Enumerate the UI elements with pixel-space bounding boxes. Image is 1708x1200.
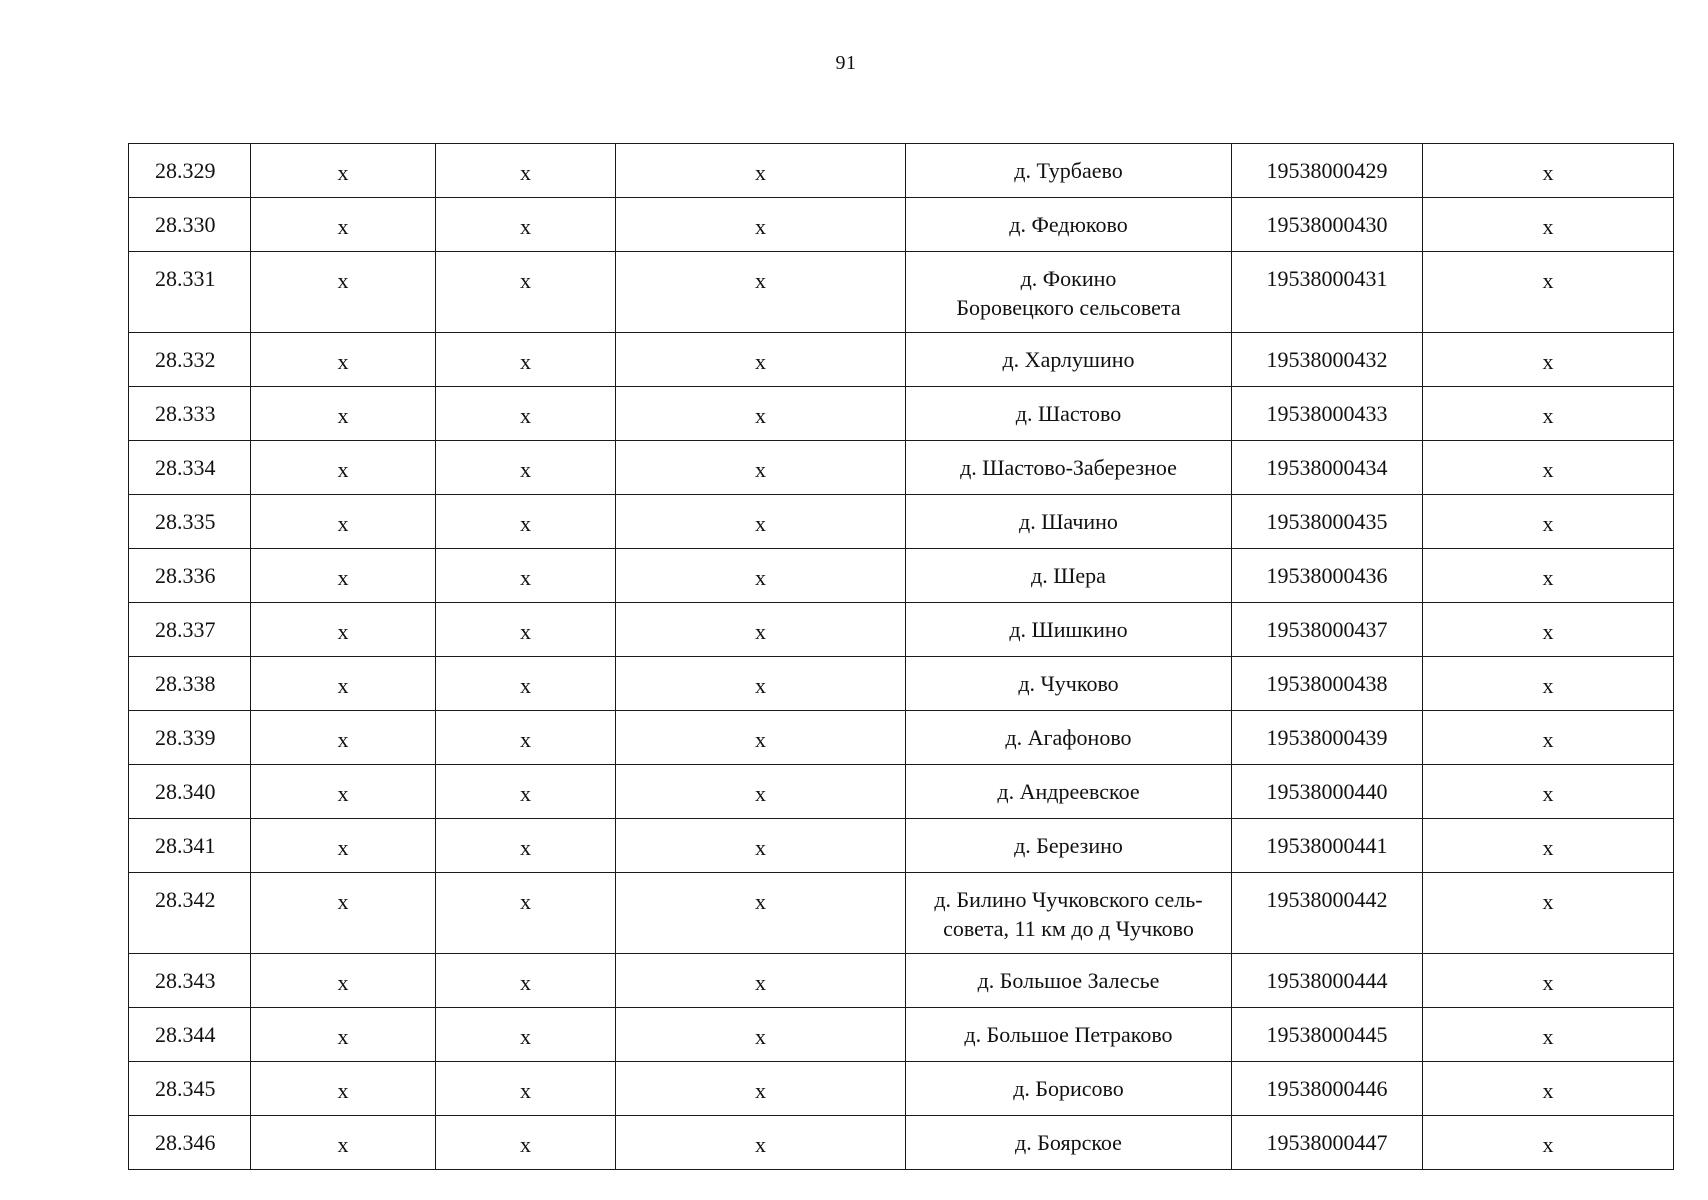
settlement-name-cell [906, 711, 1232, 765]
x-cell: х [616, 495, 906, 549]
row-number-cell: 28.330 [129, 198, 251, 252]
x-cell: х [1423, 603, 1674, 657]
x-cell: х [1423, 1008, 1674, 1062]
x-cell: х [616, 873, 906, 954]
x-cell: х [616, 1116, 906, 1170]
row-number-cell: 28.336 [129, 549, 251, 603]
settlement-name-cell [906, 387, 1232, 441]
table-row [129, 441, 1674, 495]
oktmo-code-cell: 19538000433 [1232, 387, 1423, 441]
settlement-name-line: д. Большое Залесье [977, 968, 1160, 993]
row-number-cell: 28.345 [129, 1062, 251, 1116]
x-cell: х [616, 387, 906, 441]
settlement-name-line: д. Билино Чучковского сель- [934, 887, 1203, 912]
settlement-name-line: д. Федюково [1009, 212, 1128, 237]
oktmo-code-cell: 19538000447 [1232, 1116, 1423, 1170]
x-cell: х [436, 1116, 616, 1170]
settlement-name-cell [906, 333, 1232, 387]
settlement-name-line: д. Шастово [1015, 401, 1122, 426]
x-cell: х [1423, 1116, 1674, 1170]
row-number-cell: 28.335 [129, 495, 251, 549]
settlement-name-line: д. Фокино [1020, 266, 1117, 291]
settlement-name-line: д. Харлушино [1002, 347, 1135, 372]
x-cell: х [616, 765, 906, 819]
settlement-name-line: д. Шачино [1019, 509, 1118, 534]
x-cell: х [436, 387, 616, 441]
x-cell: х [616, 657, 906, 711]
x-cell: х [616, 954, 906, 1008]
x-cell: х [251, 495, 436, 549]
x-cell: х [251, 387, 436, 441]
row-number-cell: 28.343 [129, 954, 251, 1008]
table-row [129, 954, 1674, 1008]
table-row [129, 1062, 1674, 1116]
settlement-name-cell [906, 549, 1232, 603]
x-cell: х [616, 549, 906, 603]
x-cell: х [251, 954, 436, 1008]
x-cell: х [1423, 765, 1674, 819]
settlement-name-line: д. Шастово-Заберезное [960, 455, 1177, 480]
settlement-name-line: д. Большое Петраково [964, 1022, 1173, 1047]
settlement-name-cell [906, 954, 1232, 1008]
row-number-cell: 28.342 [129, 873, 251, 954]
x-cell: х [251, 819, 436, 873]
settlement-name-cell [906, 1008, 1232, 1062]
oktmo-code-cell: 19538000432 [1232, 333, 1423, 387]
x-cell: х [1423, 144, 1674, 198]
settlement-name-cell [906, 657, 1232, 711]
row-number-cell: 28.331 [129, 252, 251, 333]
oktmo-code-cell: 19538000439 [1232, 711, 1423, 765]
row-number-cell: 28.340 [129, 765, 251, 819]
settlement-name-cell [906, 144, 1232, 198]
oktmo-code-cell: 19538000431 [1232, 252, 1423, 333]
x-cell: х [616, 819, 906, 873]
x-cell: х [251, 603, 436, 657]
row-number-cell: 28.344 [129, 1008, 251, 1062]
settlement-name-line-2: совета, 11 км до д Чучково [943, 916, 1194, 941]
x-cell: х [436, 711, 616, 765]
table-row [129, 711, 1674, 765]
settlement-name-line: д. Турбаево [1014, 158, 1123, 183]
x-cell: х [616, 1008, 906, 1062]
x-cell: х [1423, 1062, 1674, 1116]
settlement-name-line: д. Агафоново [1005, 725, 1132, 750]
table-row [129, 495, 1674, 549]
page-number [0, 52, 1708, 75]
table-row [129, 333, 1674, 387]
x-cell: х [251, 873, 436, 954]
page-number-text: 91 [835, 52, 857, 74]
oktmo-code-cell: 19538000438 [1232, 657, 1423, 711]
x-cell: х [1423, 549, 1674, 603]
x-cell: х [436, 819, 616, 873]
x-cell: х [436, 252, 616, 333]
x-cell: х [616, 603, 906, 657]
x-cell: х [436, 1062, 616, 1116]
settlement-name-cell [906, 765, 1232, 819]
row-number-cell: 28.338 [129, 657, 251, 711]
settlement-name-line: д. Шишкино [1009, 617, 1128, 642]
oktmo-code-cell: 19538000445 [1232, 1008, 1423, 1062]
x-cell: х [436, 144, 616, 198]
x-cell: х [616, 1062, 906, 1116]
oktmo-code-cell: 19538000435 [1232, 495, 1423, 549]
x-cell: х [1423, 333, 1674, 387]
row-number-cell: 28.341 [129, 819, 251, 873]
oktmo-code-cell: 19538000430 [1232, 198, 1423, 252]
settlement-name-cell [906, 441, 1232, 495]
x-cell: х [616, 198, 906, 252]
oktmo-code-cell: 19538000434 [1232, 441, 1423, 495]
settlement-name-cell [906, 252, 1232, 333]
x-cell: х [616, 711, 906, 765]
x-cell: х [436, 657, 616, 711]
table-row [129, 549, 1674, 603]
oktmo-code-cell: 19538000436 [1232, 549, 1423, 603]
x-cell: х [251, 711, 436, 765]
x-cell: х [1423, 873, 1674, 954]
oktmo-code-cell: 19538000446 [1232, 1062, 1423, 1116]
settlements-table [128, 143, 1674, 1170]
x-cell: х [251, 765, 436, 819]
x-cell: х [251, 549, 436, 603]
settlement-name-line: д. Боярское [1015, 1130, 1122, 1155]
x-cell: х [616, 252, 906, 333]
settlement-name-cell [906, 198, 1232, 252]
table-body [129, 144, 1674, 1170]
row-number-cell: 28.337 [129, 603, 251, 657]
x-cell: х [251, 657, 436, 711]
row-number-cell: 28.329 [129, 144, 251, 198]
table-row [129, 819, 1674, 873]
x-cell: х [1423, 495, 1674, 549]
x-cell: х [1423, 657, 1674, 711]
x-cell: х [436, 333, 616, 387]
table-row [129, 603, 1674, 657]
x-cell: х [251, 144, 436, 198]
x-cell: х [436, 603, 616, 657]
x-cell: х [436, 1008, 616, 1062]
x-cell: х [251, 441, 436, 495]
x-cell: х [436, 954, 616, 1008]
settlement-name-line: д. Андреевское [997, 779, 1140, 804]
settlement-name-line: д. Шера [1031, 563, 1106, 588]
settlement-name-line: д. Чучково [1018, 671, 1119, 696]
x-cell: х [436, 873, 616, 954]
row-number-cell: 28.346 [129, 1116, 251, 1170]
x-cell: х [436, 198, 616, 252]
table-row [129, 198, 1674, 252]
x-cell: х [251, 1008, 436, 1062]
table-row [129, 1116, 1674, 1170]
x-cell: х [251, 1062, 436, 1116]
x-cell: х [1423, 819, 1674, 873]
x-cell: х [1423, 711, 1674, 765]
settlement-name-line: д. Борисово [1013, 1076, 1124, 1101]
settlement-name-cell [906, 495, 1232, 549]
row-number-cell: 28.333 [129, 387, 251, 441]
table-row [129, 873, 1674, 954]
table-row [129, 1008, 1674, 1062]
table-row [129, 252, 1674, 333]
x-cell: х [1423, 387, 1674, 441]
x-cell: х [616, 441, 906, 495]
x-cell: х [1423, 441, 1674, 495]
x-cell: х [251, 198, 436, 252]
x-cell: х [1423, 198, 1674, 252]
oktmo-code-cell: 19538000440 [1232, 765, 1423, 819]
table-row [129, 765, 1674, 819]
settlement-name-cell [906, 1062, 1232, 1116]
x-cell: х [1423, 252, 1674, 333]
x-cell: х [436, 549, 616, 603]
settlement-name-line-2: Боровецкого сельсовета [956, 295, 1181, 320]
settlement-name-line: д. Березино [1014, 833, 1123, 858]
oktmo-code-cell: 19538000442 [1232, 873, 1423, 954]
x-cell: х [1423, 954, 1674, 1008]
row-number-cell: 28.332 [129, 333, 251, 387]
settlement-name-cell [906, 873, 1232, 954]
table-row [129, 657, 1674, 711]
oktmo-code-cell: 19538000429 [1232, 144, 1423, 198]
x-cell: х [616, 333, 906, 387]
row-number-cell: 28.334 [129, 441, 251, 495]
settlement-name-cell [906, 819, 1232, 873]
x-cell: х [251, 252, 436, 333]
x-cell: х [251, 333, 436, 387]
table-row [129, 387, 1674, 441]
oktmo-code-cell: 19538000444 [1232, 954, 1423, 1008]
settlement-name-cell [906, 603, 1232, 657]
x-cell: х [251, 1116, 436, 1170]
table-row [129, 144, 1674, 198]
x-cell: х [436, 495, 616, 549]
x-cell: х [436, 765, 616, 819]
x-cell: х [616, 144, 906, 198]
x-cell: х [436, 441, 616, 495]
oktmo-code-cell: 19538000437 [1232, 603, 1423, 657]
oktmo-code-cell: 19538000441 [1232, 819, 1423, 873]
settlement-name-cell [906, 1116, 1232, 1170]
row-number-cell: 28.339 [129, 711, 251, 765]
